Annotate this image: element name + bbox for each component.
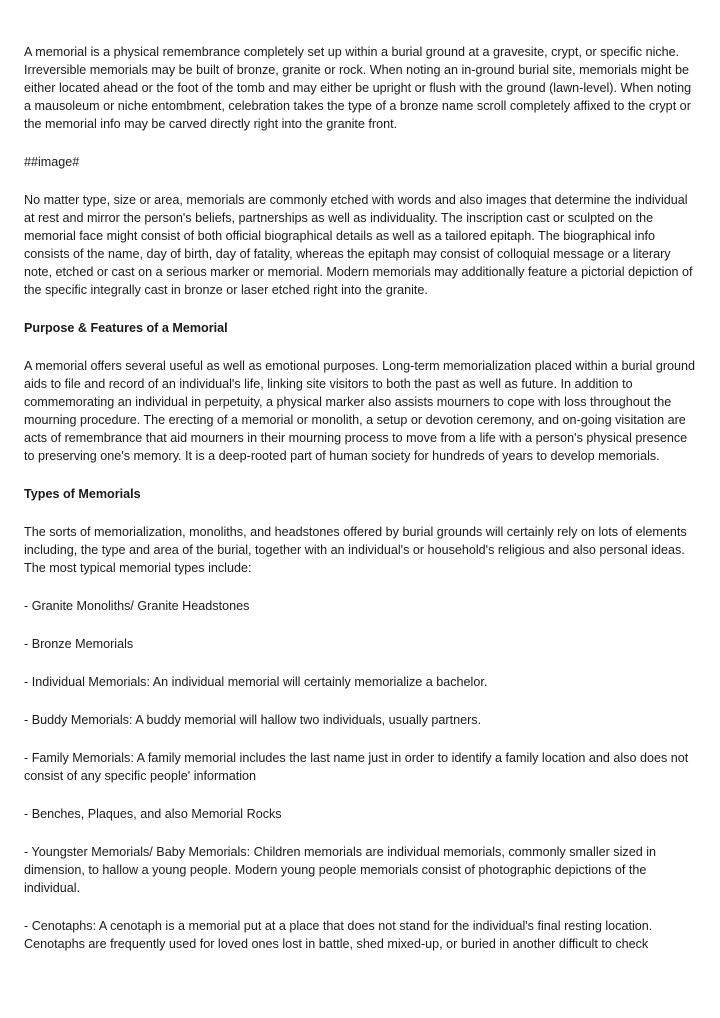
heading-purpose: Purpose & Features of a Memorial: [24, 321, 228, 335]
inscription-paragraph: No matter type, size or area, memorials are commonly etched with words and also images that determine the individual at rest and mirror the person's beliefs, partnerships as well as individuality. The inscription cast or sculpted on the memorial face might consist of both official biographical details as well as a tailored epitaph. The biographical info consists of the name, day of birth, day of fatality, whereas the epitaph may consist of colloquial message or a literary note, etched or cast on a serious marker or memorial. Modern memorials may additionally feature a pictorial depiction of the specific integrally cast in bronze or laser etched right into the granite.: [24, 193, 693, 297]
list-item: - Granite Monoliths/ Granite Headstones: [24, 599, 250, 613]
list-item: - Cenotaphs: A cenotaph is a memorial put at a place that does not stand for the individual's final resting location. Cenotaphs are frequently used for loved ones lost in battle, shed mixed-up, or buried in another difficult to check: [24, 919, 653, 951]
article-body: [24, 43, 696, 973]
image-placeholder-text: ##image#: [24, 155, 80, 169]
intro-paragraph: A memorial is a physical remembrance completely set up within a burial ground at a gravesite, crypt, or specific niche. Irreversible memorials may be built of bronze, granite or rock. When noting an in-ground burial site, memorials might be either located ahead or the foot of the tomb and may either be upright or flush with the ground (lawn-level). When noting a mausoleum or niche entombment, celebration takes the type of a bronze name scroll completely affixed to the crypt or the memorial info may be carved directly right into the granite front.: [24, 45, 692, 131]
memorial-types-list: [24, 597, 696, 953]
list-item: - Bronze Memorials: [24, 637, 134, 651]
types-intro-paragraph: The sorts of memorialization, monoliths, and headstones offered by burial grounds will certainly rely on lots of elements including, the type and area of the burial, together with an individual's or household's religious and also personal ideas. The most typical memorial types include:: [24, 525, 687, 575]
list-item: - Youngster Memorials/ Baby Memorials: Children memorials are individual memorials, commonly smaller sized in dimension, to hallow a young people. Modern young people memorials consist of photographic depictions of the individual.: [24, 845, 657, 895]
list-item: - Family Memorials: A family memorial includes the last name just in order to identify a family location and also does not consist of any specific people' information: [24, 751, 689, 783]
list-item: - Buddy Memorials: A buddy memorial will hallow two individuals, usually partners.: [24, 713, 482, 727]
heading-types: Types of Memorials: [24, 487, 141, 501]
purpose-paragraph: A memorial offers several useful as well as emotional purposes. Long-term memorialization placed within a burial ground aids to file and record of an individual's life, linking site visitors to both the past as well as future. In addition to commemorating an individual in perpetuity, a physical marker also assists mourners to cope with loss throughout the mourning procedure. The erecting of a memorial or monolith, a setup or devotion ceremony, and on-going visitation are acts of remembrance that aid mourners in their mourning process to move from a life with a person's physical presence to preserving one's memory. It is a deep-rooted part of human society for hundreds of years to develop memorials.: [24, 359, 696, 463]
list-item: - Benches, Plaques, and also Memorial Rocks: [24, 807, 282, 821]
list-item: - Individual Memorials: An individual memorial will certainly memorialize a bachelor.: [24, 675, 488, 689]
